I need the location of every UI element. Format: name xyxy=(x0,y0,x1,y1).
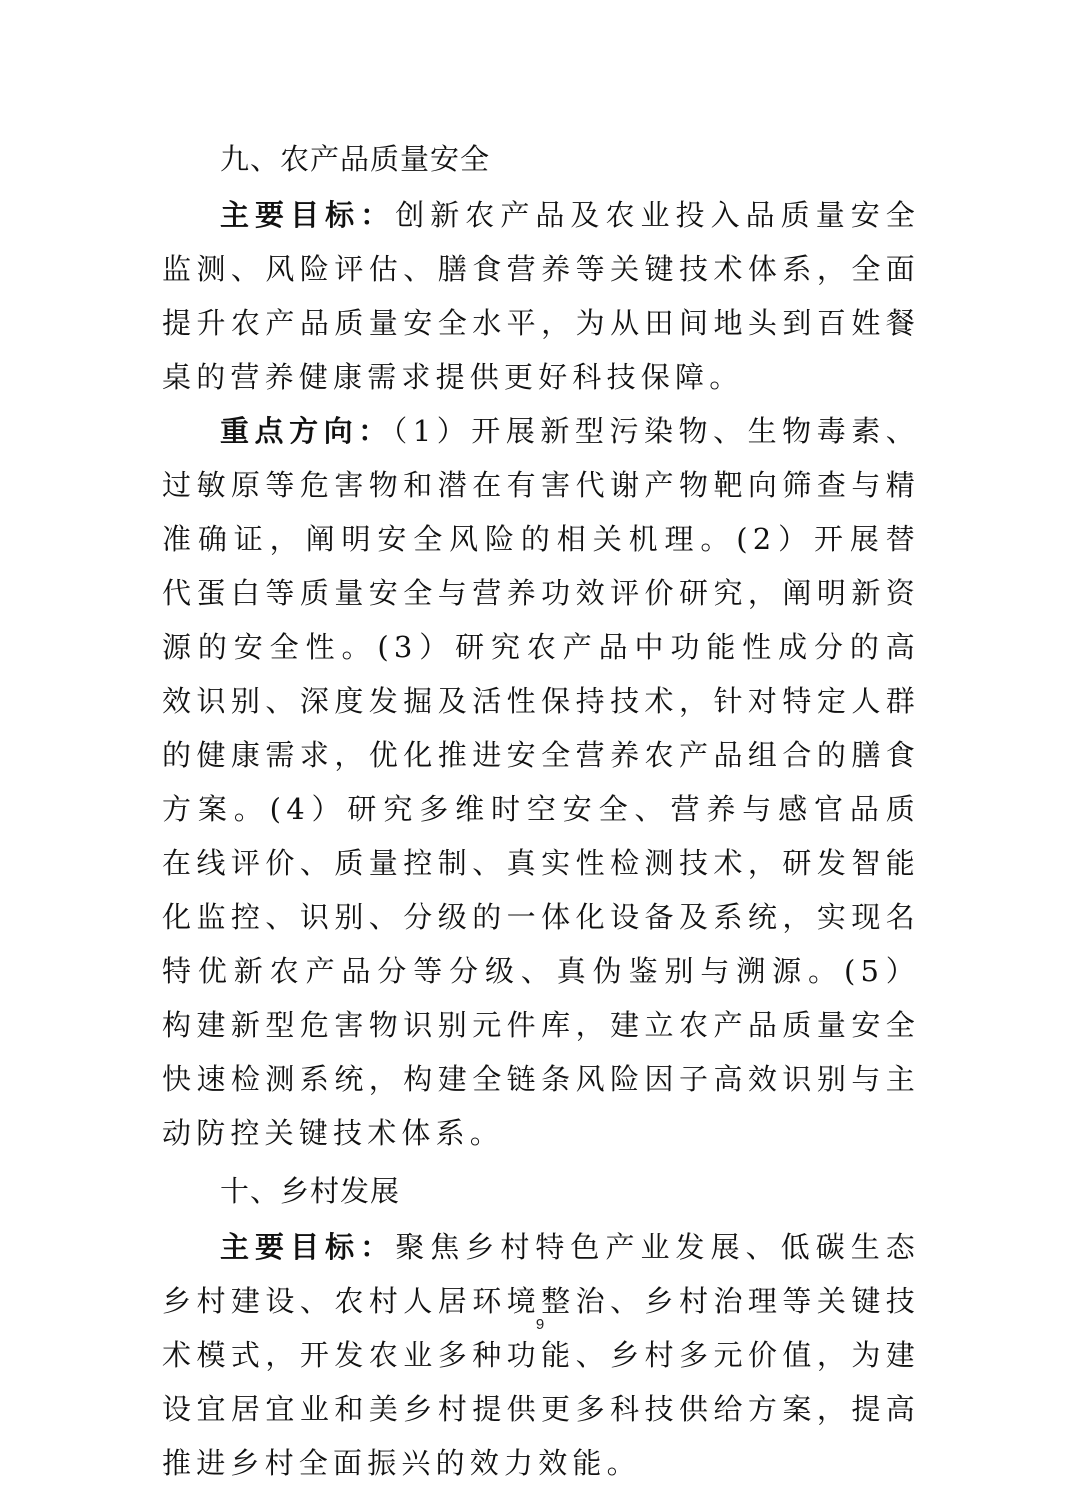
goal-paragraph-9 xyxy=(162,188,920,404)
section-heading-10: 十、乡村发展 xyxy=(220,1174,401,1208)
goal-text: 创新农产品及农业投入品质量安全监测、风险评估、膳食营养等关键技术体系，全面提升农产品质量安全水平，为从田间地头到百姓餐桌的营养健康需求提供更好科技保障。 xyxy=(162,198,920,394)
page-body xyxy=(162,130,920,1490)
section-heading-9: 九、农产品质量安全 xyxy=(220,142,491,176)
focus-lead-label: 重点方向： xyxy=(220,414,393,448)
focus-paragraph-9 xyxy=(162,404,920,1160)
goal-paragraph-10 xyxy=(162,1220,920,1490)
page-number: 9 xyxy=(535,1316,545,1333)
goal-lead-label: 主要目标： xyxy=(220,198,396,232)
goal-lead-label: 主要目标： xyxy=(220,1230,396,1264)
goal-text: 聚焦乡村特色产业发展、低碳生态乡村建设、农村人居环境整治、乡村治理等关键技术模式，开发农业多种功能、乡村多元价值，为建设宜居宜业和美乡村提供更多科技供给方案，提高推进乡村全面振兴的效力效能。 xyxy=(162,1230,920,1480)
focus-text: （1）开展新型污染物、生物毒素、过敏原等危害物和潜在有害代谢产物靶向筛查与精准确证，阐明安全风险的相关机理。(2）开展替代蛋白等质量安全与营养功效评价研究，阐明新资源的安全性。(3）研究农产品中功能性成分的高效识别、深度发掘及活性保持技术，针对特定人群的健康需求，优化推进安全营养农产品组合的膳食方案。(4）研究多维时空安全、营养与感官品质在线评价、质量控制、真实性检测技术，研发智能化监控、识别、分级的一体化设备及系统，实现名特优新农产品分等分级、真伪鉴别与溯源。(5）构建新型危害物识别元件库，建立农产品质量安全快速检测系统，构建全链条风险因子高效识别与主动防控关键技术体系。 xyxy=(162,414,920,1150)
